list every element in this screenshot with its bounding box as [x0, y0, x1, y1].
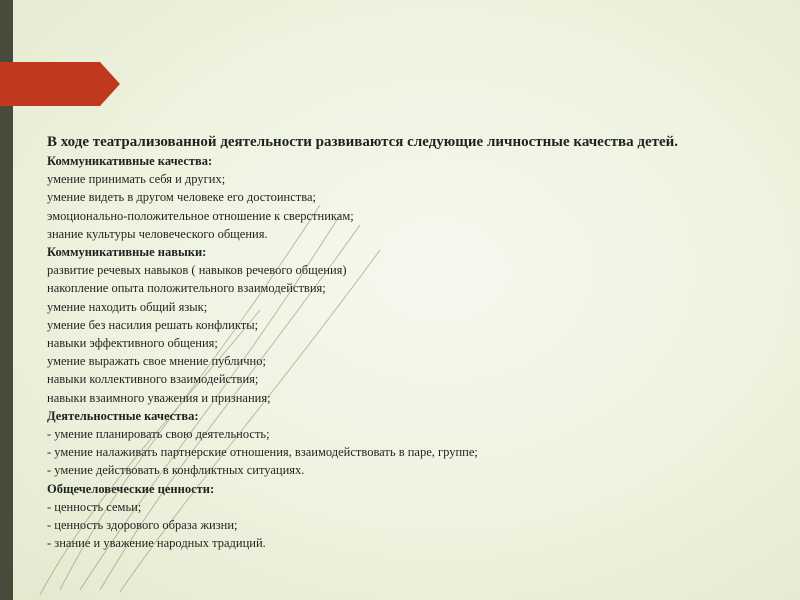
- slide-content: [47, 132, 767, 552]
- list-item: умение видеть в другом человеке его достоинства;: [47, 190, 317, 205]
- red-accent-arrow: [0, 62, 120, 106]
- list-item: развитие речевых навыков ( навыков речевого общения): [47, 263, 347, 278]
- list-item: навыки коллективного взаимодействия;: [47, 372, 259, 387]
- section-heading: Коммуникативные качества:: [47, 154, 213, 168]
- slide-title: В ходе театрализованной деятельности развиваются следующие личностные качества детей.: [47, 134, 679, 150]
- list-item: - знание и уважение народных традиций.: [47, 536, 266, 551]
- list-item: навыки эффективного общения;: [47, 336, 218, 351]
- list-item: - умение действовать в конфликтных ситуациях.: [47, 463, 305, 478]
- list-item: знание культуры человеческого общения.: [47, 226, 268, 241]
- list-item: - ценность здорового образа жизни;: [47, 518, 238, 533]
- list-item: - умение планировать свою деятельность;: [47, 427, 270, 442]
- list-item: умение принимать себя и других;: [47, 172, 226, 187]
- content-lines: [47, 152, 767, 552]
- section-heading: Общечеловеческие ценности:: [47, 481, 215, 496]
- section-heading: Деятельностные качества:: [47, 408, 199, 423]
- list-item: - умение налаживать партнерские отношения, взаимодействовать в паре, группе;: [47, 445, 478, 460]
- list-item: умение выражать свое мнение публично;: [47, 354, 266, 369]
- list-item: накопление опыта положительного взаимодействия;: [47, 281, 326, 296]
- list-item: навыки взаимного уважения и признания;: [47, 390, 271, 405]
- list-item: умение без насилия решать конфликты;: [47, 317, 259, 332]
- list-item: эмоционально-положительное отношение к сверстникам;: [47, 208, 354, 223]
- section-heading: Коммуникативные навыки:: [47, 245, 207, 260]
- list-item: - ценность семьи;: [47, 499, 142, 514]
- list-item: умение находить общий язык;: [47, 299, 208, 314]
